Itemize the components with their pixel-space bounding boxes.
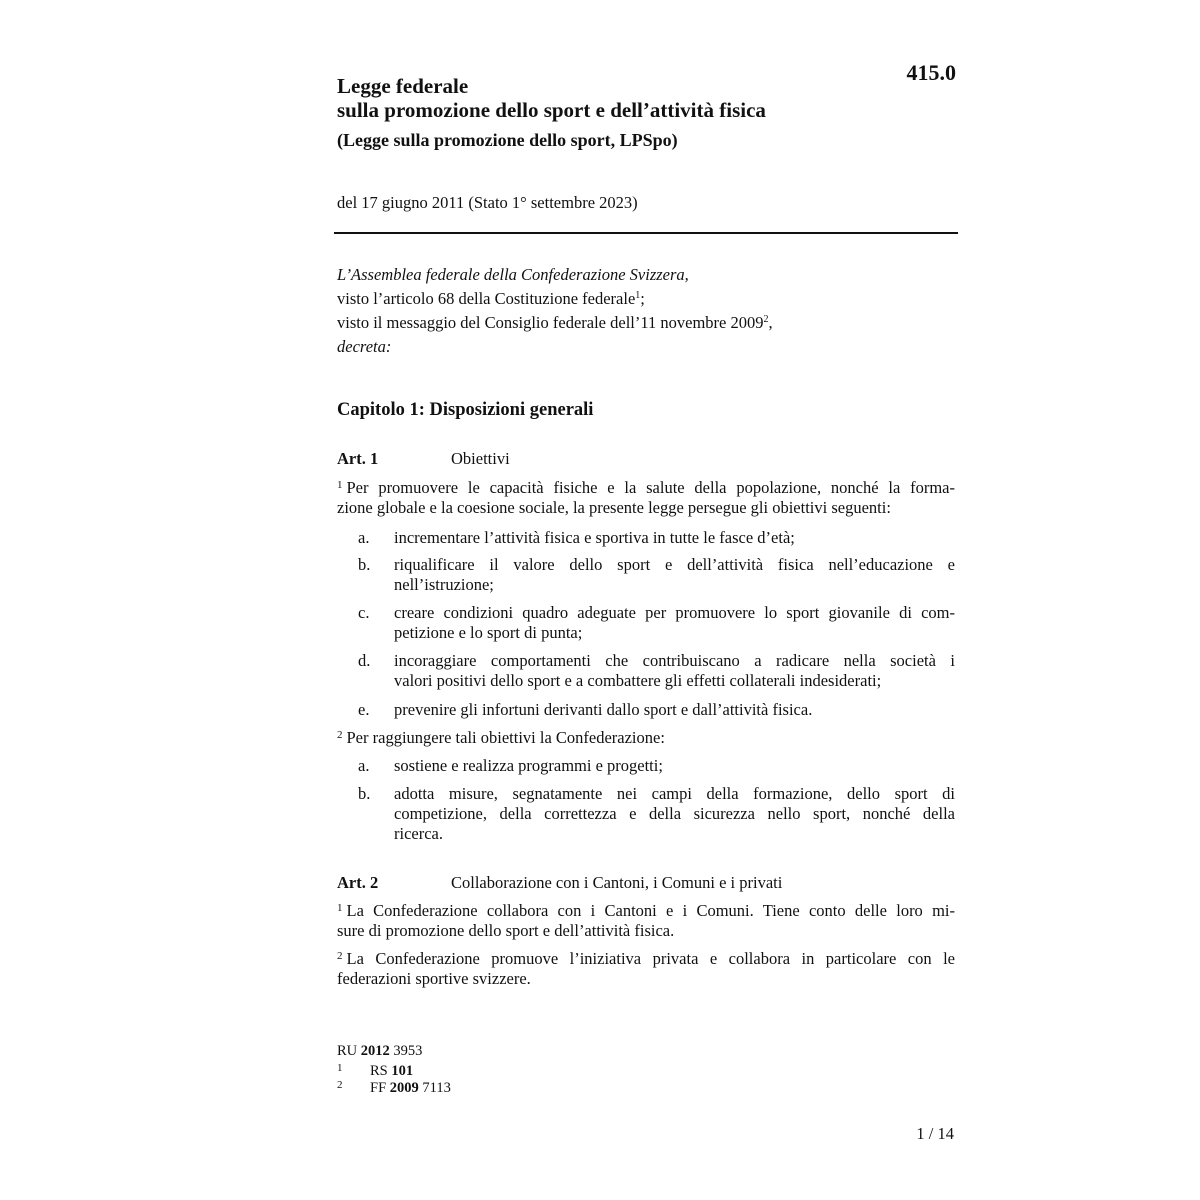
art1-title: Obiettivi (451, 449, 510, 468)
law-short-title: (Legge sulla promozione dello sport, LPSpo) (337, 130, 678, 150)
art1-p1-number: 1 (337, 479, 343, 491)
art1-number: Art. 1 (337, 449, 379, 468)
art1-item-c-line1: creare condizioni quadro adeguate per promuovere lo sport giovanile di com- (394, 603, 955, 622)
law-title-line2: sulla promozione dello sport e dell’attività fisica (337, 98, 766, 122)
law-title-line1: Legge federale (337, 74, 469, 98)
preamble-visto-constitution-text: visto l’articolo 68 della Costituzione federale (337, 289, 636, 308)
art1-item-d-line1: incoraggiare comportamenti che contribuiscano a radicare nella società i (394, 651, 955, 670)
art2-paragraph-2 (337, 949, 955, 989)
art1-item-c-letter: c. (358, 603, 370, 622)
footnote-1-ref[interactable]: 101 (391, 1063, 414, 1079)
art1-item-c-line2: petizione e lo sport di punta; (394, 623, 583, 642)
art1-p2-number: 2 (337, 729, 343, 741)
art1-p2-text: Per raggiungere tali obiettivi la Confederazione: (346, 728, 665, 747)
art2-p2-line2: federazioni sportive svizzere. (337, 969, 531, 988)
footnote-1-prefix: RS (370, 1063, 388, 1079)
art2-title: Collaborazione con i Cantoni, i Comuni e i privati (451, 873, 783, 892)
preamble-decreta: decreta: (337, 337, 392, 356)
footnote-2-prefix: FF (370, 1080, 387, 1096)
footnote-2-page: 7113 (422, 1080, 451, 1096)
art2-p2-number: 2 (337, 950, 343, 962)
footnote-2-number: 2 (337, 1079, 343, 1091)
art2-p1-number: 1 (337, 902, 343, 914)
ru-prefix: RU (337, 1043, 358, 1059)
art1-item-b-line1: riqualificare il valore dello sport e dell’attività fisica nell’educazione e (394, 555, 955, 574)
art1-item-a-letter: a. (358, 528, 370, 547)
art2-p1-line2: sure di promozione dello sport e dell’attività fisica. (337, 921, 675, 940)
preamble-visto-message-text: visto il messaggio del Consiglio federale dell’11 novembre 2009 (337, 313, 764, 332)
art1-item-b-letter: b. (358, 555, 371, 574)
law-title (337, 74, 897, 122)
art1-item-e-letter: e. (358, 700, 370, 719)
art1-item-e-text: prevenire gli infortuni derivanti dallo sport e dall’attività fisica. (394, 700, 813, 719)
page-number: 1 / 14 (916, 1124, 954, 1143)
art1-item-a-text: incrementare l’attività fisica e sportiva in tutte le fasce d’età; (394, 528, 795, 547)
art1-item-b-line2: nell’istruzione; (394, 575, 494, 594)
chapter-heading: Capitolo 1: Disposizioni generali (337, 400, 594, 420)
art1-p2-item-b-line2: competizione, della correttezza e della sicurezza nello sport, nonché della (394, 804, 955, 823)
art1-p1-line1: Per promuovere le capacità fisiche e la salute della popolazione, nonché la forma- (346, 478, 955, 497)
law-date: del 17 giugno 2011 (Stato 1° settembre 2023) (337, 193, 638, 212)
art1-p2-item-a-text: sostiene e realizza programmi e progetti; (394, 756, 663, 775)
art1-p1-line2: zione globale e la coesione sociale, la presente legge persegue gli obiettivi seguenti: (337, 498, 891, 517)
footnote-2-text (370, 1080, 451, 1097)
preamble-visto-constitution-end: ; (640, 289, 645, 308)
art1-item-d-letter: d. (358, 651, 371, 670)
art1-p2-item-b-letter: b. (358, 784, 371, 803)
art1-p2-item-b-line3: ricerca. (394, 824, 443, 843)
official-compilation-ref (337, 1042, 422, 1060)
preamble-assembly: L’Assemblea federale della Confederazione Svizzera, (337, 265, 689, 284)
art2-paragraph-1 (337, 901, 955, 941)
sr-number: 415.0 (906, 60, 956, 85)
preamble-visto-message-end: , (768, 313, 773, 332)
footnote-ref-1[interactable]: 1 (635, 290, 641, 301)
art1-p2-item-b-line1: adotta misure, segnatamente nei campi della formazione, dello sport di (394, 784, 955, 803)
preamble-visto-constitution (337, 287, 957, 311)
footnote-1-number: 1 (337, 1062, 343, 1074)
footnote-ref-2[interactable]: 2 (763, 314, 769, 325)
art2-p2-line1: La Confederazione promuove l’iniziativa privata e collabora in particolare con le (346, 949, 955, 968)
ru-page: 3953 (393, 1043, 423, 1059)
art1-paragraph-1 (337, 478, 955, 518)
art1-p2-item-a-letter: a. (358, 756, 370, 775)
art1-paragraph-2 (337, 728, 955, 748)
preamble-visto-message (337, 311, 957, 335)
footnote-2-ref[interactable]: 2009 (389, 1080, 419, 1096)
art2-p1-line1: La Confederazione collabora con i Cantoni e i Comuni. Tiene conto delle loro mi- (346, 901, 955, 920)
header-rule (334, 232, 958, 234)
preamble (337, 263, 957, 359)
art2-number: Art. 2 (337, 873, 379, 892)
ru-year: 2012 (360, 1043, 390, 1059)
footnote-1-text (370, 1063, 413, 1080)
art1-item-d-line2: valori positivi dello sport e a combattere gli effetti collaterali indesiderati; (394, 671, 882, 690)
